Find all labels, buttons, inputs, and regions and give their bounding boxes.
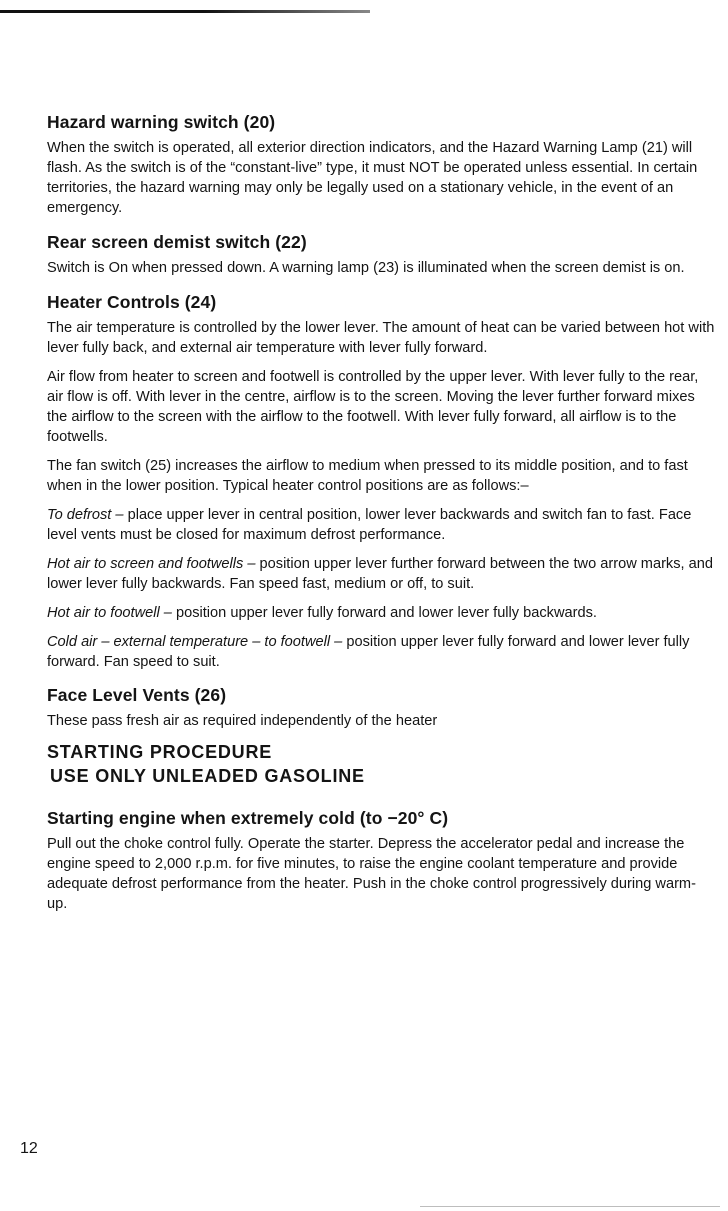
page-number: 12 <box>20 1140 38 1157</box>
rear-demist-title: Rear screen demist switch (22) <box>47 232 307 252</box>
hot-footwell-label: Hot air to footwell – <box>47 605 172 621</box>
cold-start-title: Starting engine when extremely cold (to −20° C) <box>47 808 449 828</box>
bottom-rule <box>420 1206 720 1207</box>
hot-screen-text: position upper lever further forward between the two arrow marks, and lower lever fully backwards. Fan speed fast, medium or off, to suit. <box>47 556 713 592</box>
hot-footwell-text: position upper lever fully forward and lower lever fully backwards. <box>171 605 597 621</box>
hot-screen-label: Hot air to screen and footwells – <box>47 556 256 572</box>
rear-demist-section <box>47 230 715 278</box>
hazard-body: When the switch is operated, all exterior direction indicators, and the Hazard Warning Lamp (21) will flash. As the switch is of the “constant-live” type, it must NOT be operated unless essential. In certain territories, the hazard warning may only be legally used on a stationary vehicle, in the event of an emergency. <box>47 140 698 216</box>
heater-section <box>47 290 715 672</box>
top-rule <box>0 10 370 13</box>
face-vents-title: Face Level Vents (26) <box>47 685 227 705</box>
heater-hot-screen <box>47 554 715 594</box>
cold-start-section <box>47 806 715 914</box>
unleaded-fuel-notice: USE ONLY UNLEADED GASOLINE <box>50 766 365 786</box>
heater-paragraph-temperature: The air temperature is controlled by the lower lever. The amount of heat can be varied between hot with lever fully back, and external air temperature with lever fully forward. <box>47 320 715 356</box>
manual-page <box>47 110 715 923</box>
hazard-title: Hazard warning switch (20) <box>47 112 276 132</box>
starting-procedure-heading: STARTING PROCEDURE <box>47 742 273 762</box>
defrost-text: place upper lever in central position, lower lever backwards and switch fan to fast. Face level vents must be closed for maximum defrost performance. <box>47 507 692 543</box>
cold-air-text: position upper lever fully forward and lower lever fully forward. Fan speed to suit. <box>47 634 690 670</box>
heater-defrost <box>47 505 715 545</box>
face-vents-body: These pass fresh air as required independently of the heater <box>47 713 438 729</box>
heater-paragraph-airflow: Air flow from heater to screen and footwell is controlled by the upper lever. With lever fully to the rear, air flow is off. With lever in the centre, airflow is to the screen. Moving the lever further forward mixes the airflow to the screen with the airflow to the footwell. With lever fully forward, all airflow is to the footwells. <box>47 369 699 445</box>
face-vents-section <box>47 683 715 731</box>
hazard-section <box>47 110 715 218</box>
cold-air-label: Cold air – external temperature – to footwell – <box>47 634 343 650</box>
heater-hot-footwell <box>47 603 715 623</box>
heater-paragraph-fan: The fan switch (25) increases the airflow to medium when pressed to its middle position, and to fast when in the lower position. Typical heater control positions are as follows:– <box>47 458 688 494</box>
rear-demist-body: Switch is On when pressed down. A warning lamp (23) is illuminated when the screen demist is on. <box>47 260 685 276</box>
cold-start-body: Pull out the choke control fully. Operate the starter. Depress the accelerator pedal and increase the engine speed to 2,000 r.p.m. for five minutes, to raise the engine coolant temperature and provide adequate defrost performance from the heater. Push in the choke control progressively during warm-up. <box>47 836 696 912</box>
heater-cold-air <box>47 632 715 672</box>
defrost-label: To defrost – <box>47 507 124 523</box>
heater-title: Heater Controls (24) <box>47 292 217 312</box>
